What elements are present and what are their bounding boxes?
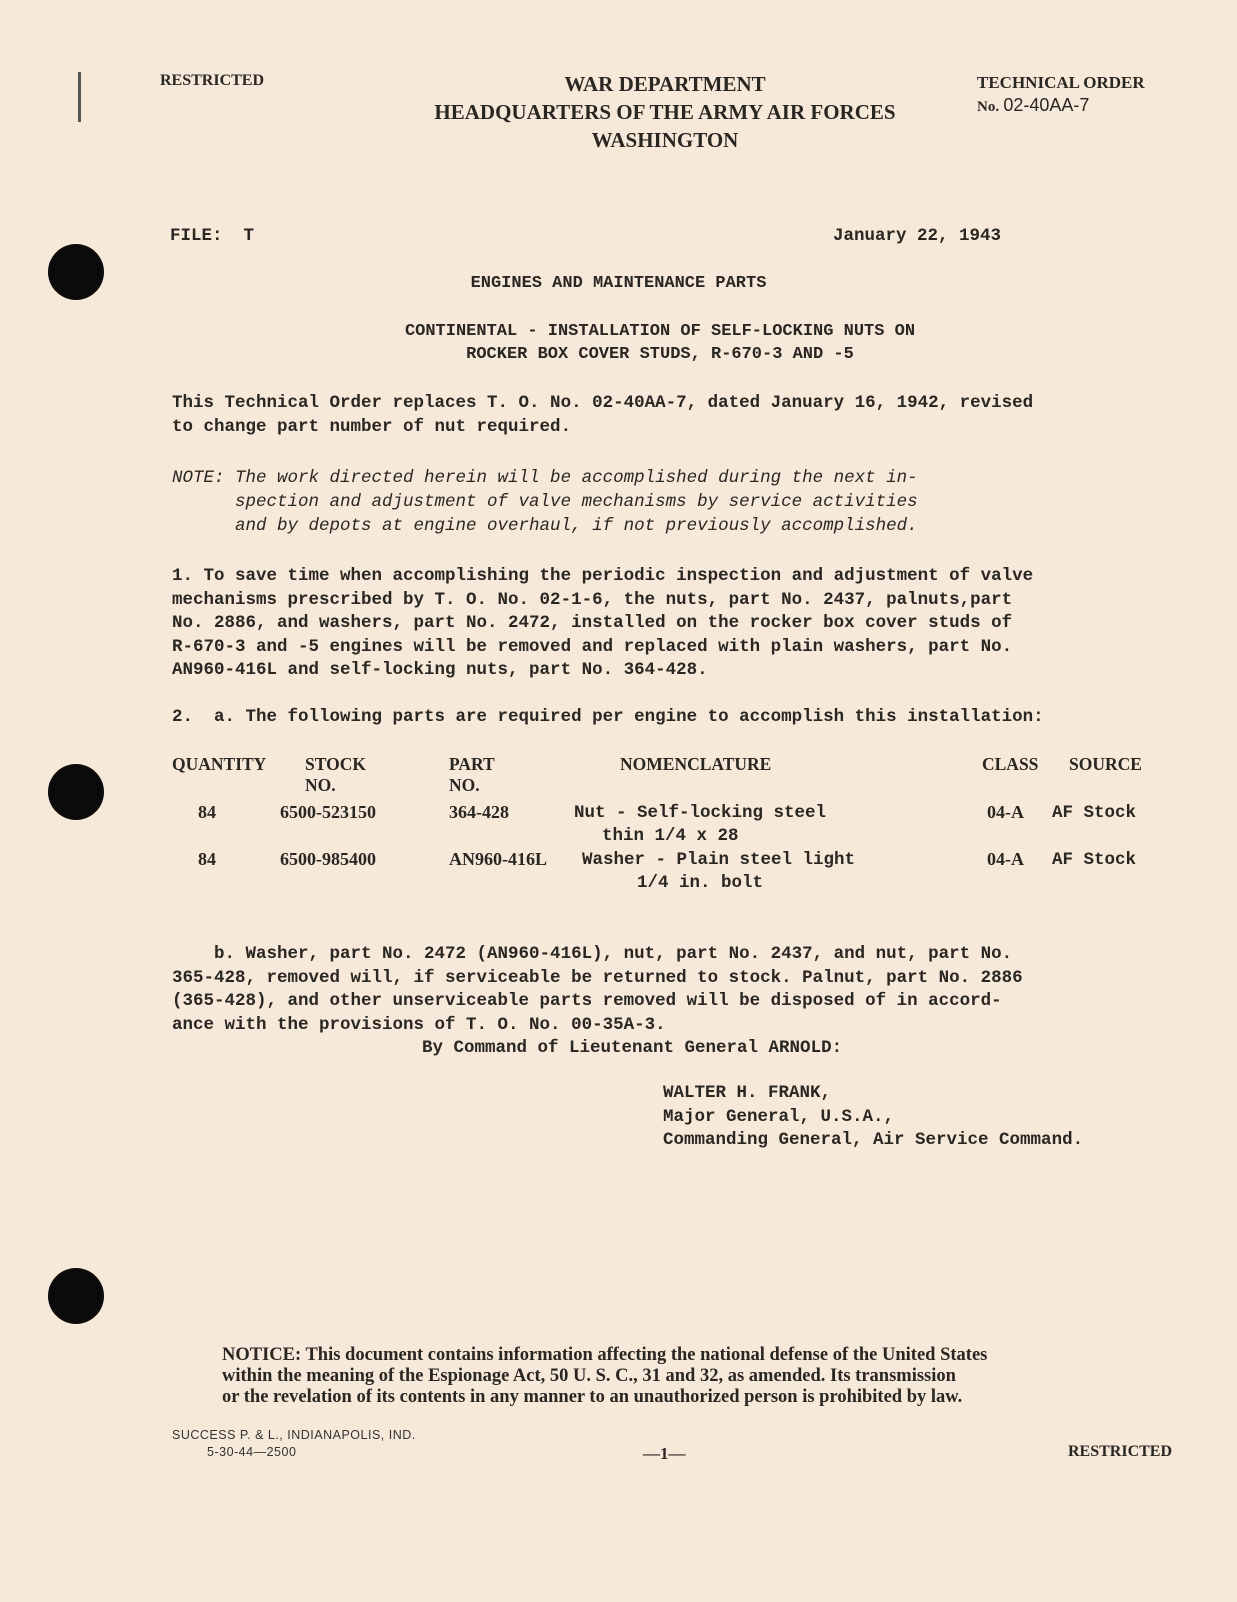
cell-class: 04-A: [987, 849, 1024, 869]
technical-order-block: [977, 72, 1145, 118]
notice-line: or the revelation of its contents in any manner to an unauthorized person is prohibited by law.: [222, 1387, 963, 1407]
document-date: January 22, 1943: [833, 226, 1002, 246]
note-paragraph: [172, 466, 918, 538]
printer-imprint: SUCCESS P. & L., INDIANAPOLIS, IND.: [172, 1428, 416, 1442]
header-authority: [380, 70, 950, 154]
footer-classification: RESTRICTED: [1068, 1443, 1173, 1460]
paragraph-2b: [172, 943, 1023, 1037]
intro-paragraph: [172, 392, 1033, 439]
cell-stock-no: 6500-523150: [280, 802, 376, 822]
technical-order-no-prefix: No.: [977, 99, 1000, 115]
note-line: spection and adjustment of valve mechanisms by service activities: [172, 492, 918, 512]
paragraph-1: [172, 565, 1033, 683]
paragraph-line: R-670-3 and -5 engines will be removed and replaced with plain washers, part No.: [172, 636, 1013, 657]
subject-line-1: CONTINENTAL - INSTALLATION OF SELF-LOCKING NUTS ON: [404, 322, 916, 341]
technical-order-label: TECHNICAL ORDER: [977, 73, 1145, 92]
paragraph-line: b. Washer, part No. 2472 (AN960-416L), nut, part No. 2437, and nut, part No.: [172, 944, 1013, 964]
signer-rank: Major General, U.S.A.,: [663, 1106, 895, 1127]
notice-line: NOTICE: This document contains information affecting the national defense of the United States: [222, 1345, 988, 1365]
cell-part-no: 364-428: [449, 802, 509, 822]
intro-line: This Technical Order replaces T. O. No. 02-40AA-7, dated January 16, 1942, revised: [172, 393, 1034, 413]
subject-line-2: ROCKER BOX COVER STUDS, R-670-3 AND -5: [466, 345, 854, 364]
paragraph-line: (365-428), and other unserviceable parts removed will be disposed of in accord-: [172, 991, 1002, 1011]
cell-source: AF Stock: [1052, 850, 1137, 870]
cell-class: 04-A: [987, 802, 1024, 822]
note-line: NOTE: The work directed herein will be accomplished during the next in-: [172, 468, 918, 488]
col-nomenclature: NOMENCLATURE: [620, 754, 772, 774]
header-department: WAR DEPARTMENT: [564, 72, 766, 96]
header-classification: RESTRICTED: [160, 72, 265, 89]
cell-nomenclature-cont: thin 1/4 x 28: [602, 826, 739, 846]
cell-nomenclature-cont: 1/4 in. bolt: [637, 873, 764, 893]
header-headquarters: HEADQUARTERS OF THE ARMY AIR FORCES: [434, 100, 896, 124]
signer-name: WALTER H. FRANK,: [663, 1083, 832, 1103]
header-city: WASHINGTON: [591, 128, 739, 152]
technical-order-number-line: [977, 94, 1145, 118]
paragraph-line: 365-428, removed will, if serviceable be returned to stock. Palnut, part No. 2886: [172, 967, 1023, 988]
col-source: SOURCE: [1069, 754, 1142, 774]
col-part-no: PART NO.: [449, 754, 495, 795]
technical-order-number: 02-40AA-7: [1003, 95, 1090, 115]
notice-line: within the meaning of the Espionage Act, 50 U. S. C., 31 and 32, as amended. Its transmission: [222, 1366, 956, 1386]
binder-hole-middle: [48, 764, 104, 820]
binder-hole-bottom: [48, 1268, 104, 1324]
edge-mark: [78, 72, 81, 122]
cell-nomenclature: Washer - Plain steel light: [582, 850, 856, 870]
paragraph-2a: 2. a. The following parts are required per engine to accomplish this installation:: [172, 707, 1044, 727]
paragraph-line: 1. To save time when accomplishing the periodic inspection and adjustment of valve: [172, 566, 1034, 586]
intro-line: to change part number of nut required.: [172, 416, 572, 437]
section-title: ENGINES AND MAINTENANCE PARTS: [470, 274, 767, 293]
command-line: By Command of Lieutenant General ARNOLD:: [422, 1038, 843, 1058]
paragraph-line: ance with the provisions of T. O. No. 00-35A-3.: [172, 1014, 666, 1035]
file-label: FILE: T: [170, 226, 255, 246]
paragraph-line: No. 2886, and washers, part No. 2472, installed on the rocker box cover studs of: [172, 613, 1013, 633]
print-code: 5-30-44—2500: [207, 1445, 297, 1459]
paragraph-line: mechanisms prescribed by T. O. No. 02-1-6, the nuts, part No. 2437, palnuts,part: [172, 589, 1013, 610]
paragraph-line: AN960-416L and self-locking nuts, part No. 364-428.: [172, 660, 708, 680]
col-quantity: QUANTITY: [172, 754, 267, 774]
cell-source: AF Stock: [1052, 803, 1137, 823]
espionage-notice: [222, 1345, 1182, 1408]
page-number: —1—: [643, 1444, 686, 1463]
cell-nomenclature: Nut - Self-locking steel: [574, 803, 827, 823]
cell-stock-no: 6500-985400: [280, 849, 376, 869]
note-line: and by depots at engine overhaul, if not previously accomplished.: [172, 516, 918, 536]
cell-quantity: 84: [198, 802, 216, 822]
cell-quantity: 84: [198, 849, 216, 869]
cell-part-no: AN960-416L: [449, 849, 547, 869]
col-stock-no: STOCK NO.: [305, 754, 366, 795]
col-class: CLASS: [982, 754, 1039, 774]
signature-block: [663, 1082, 1083, 1153]
signer-title: Commanding General, Air Service Command.: [663, 1130, 1084, 1150]
